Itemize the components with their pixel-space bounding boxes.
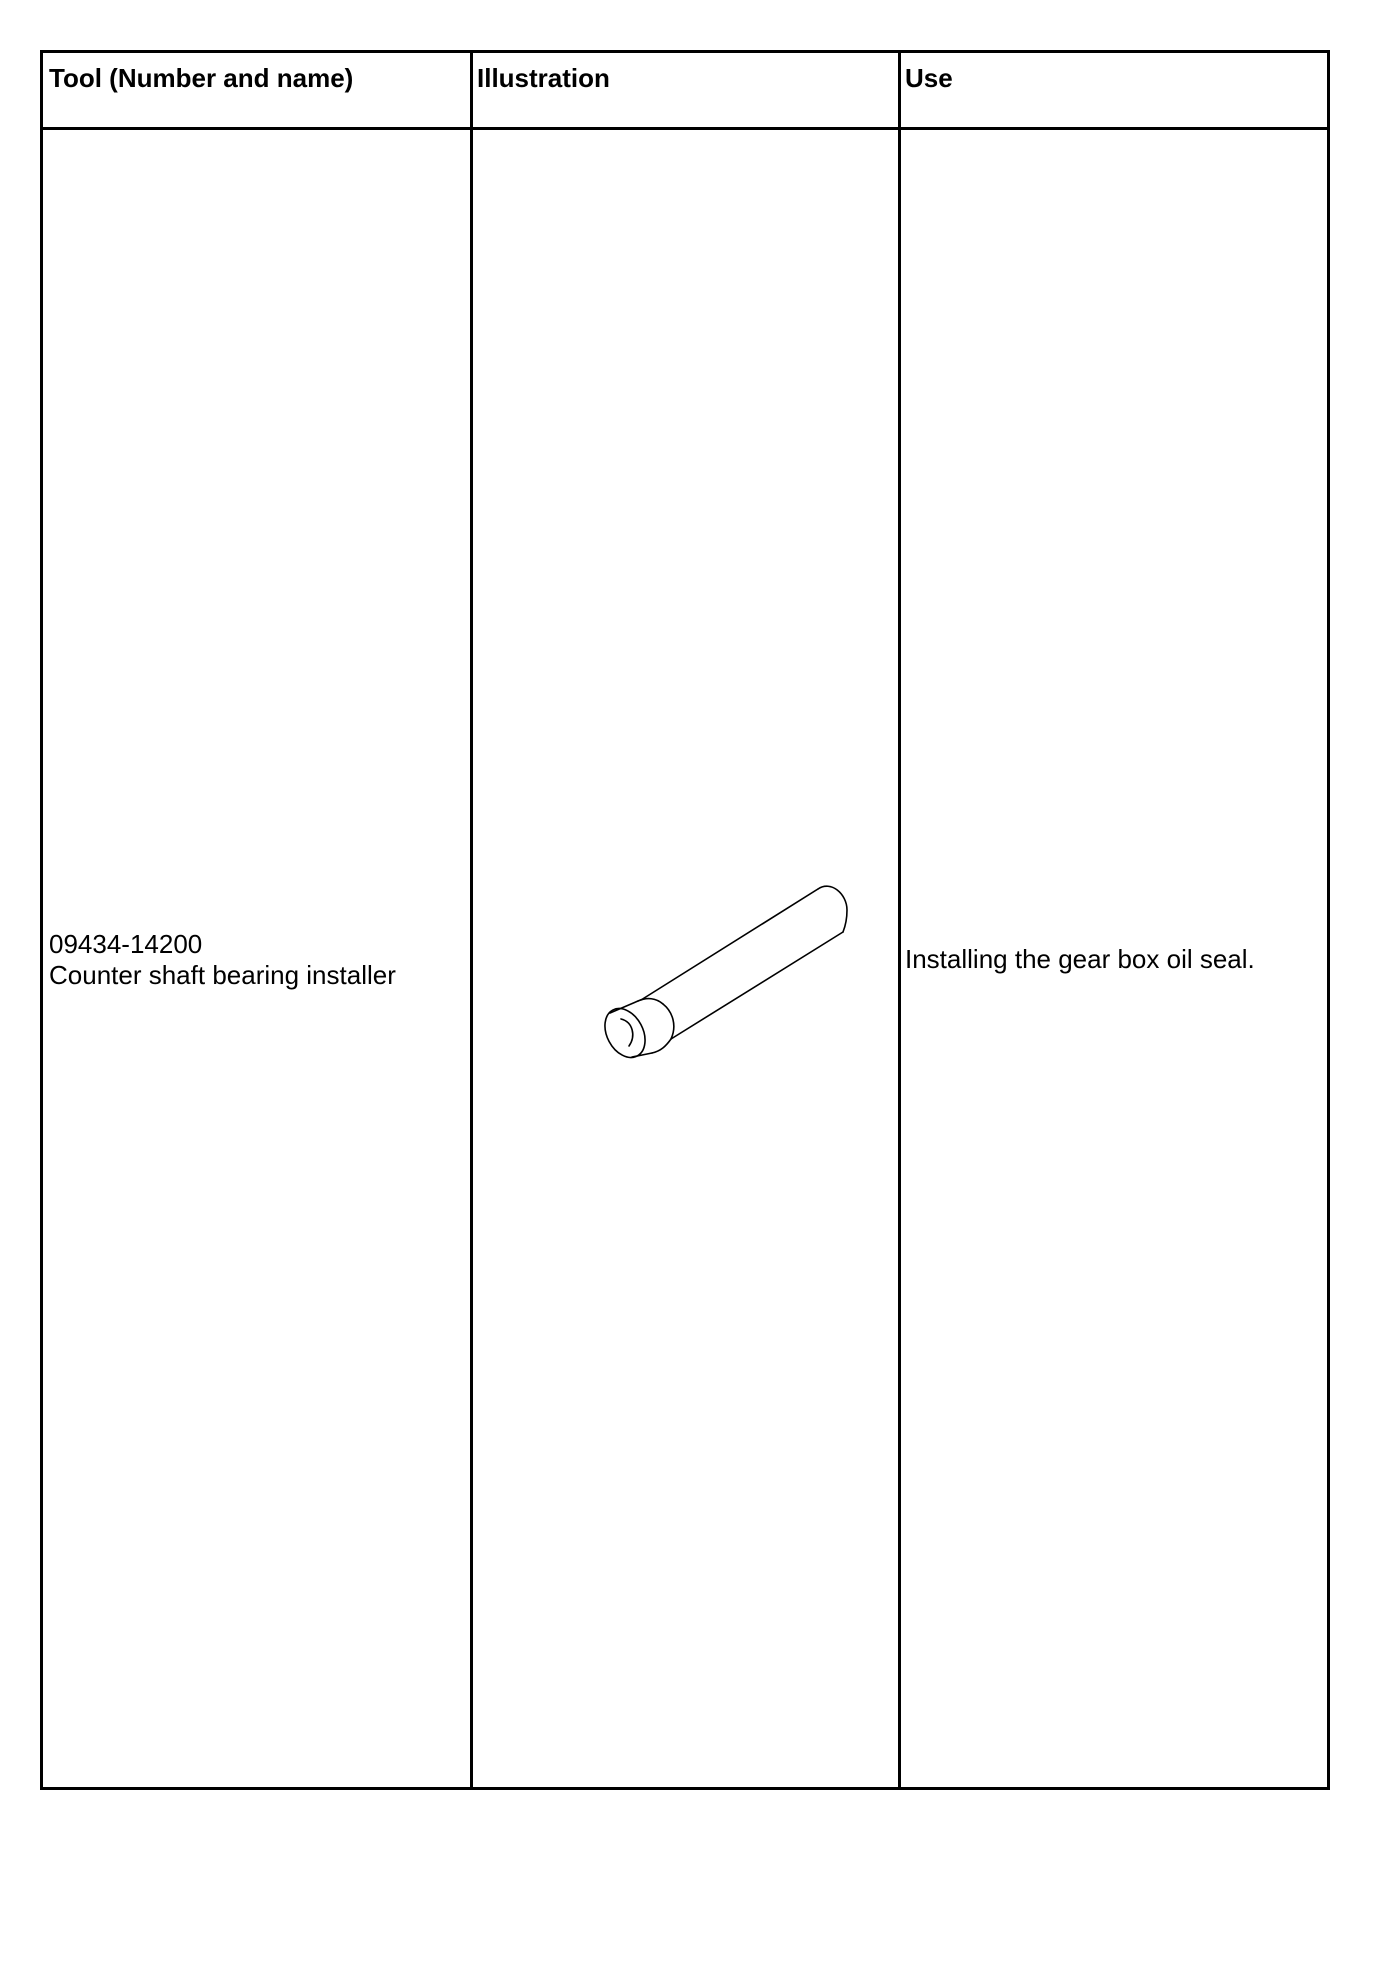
special-tool-table — [40, 50, 1330, 1790]
tool-name: Counter shaft bearing installer — [49, 960, 396, 990]
shaft-bearing-installer-drawing-icon — [591, 876, 861, 1076]
header-illustration: Illustration — [477, 63, 610, 93]
header-divider — [43, 127, 1327, 130]
use-cell: Installing the gear box oil seal. — [905, 944, 1255, 974]
header-use: Use — [905, 63, 953, 93]
header-tool: Tool (Number and name) — [49, 63, 354, 93]
tool-cell — [49, 929, 396, 991]
tool-number: 09434-14200 — [49, 929, 203, 959]
column-divider — [470, 53, 473, 1787]
column-divider — [898, 53, 901, 1787]
